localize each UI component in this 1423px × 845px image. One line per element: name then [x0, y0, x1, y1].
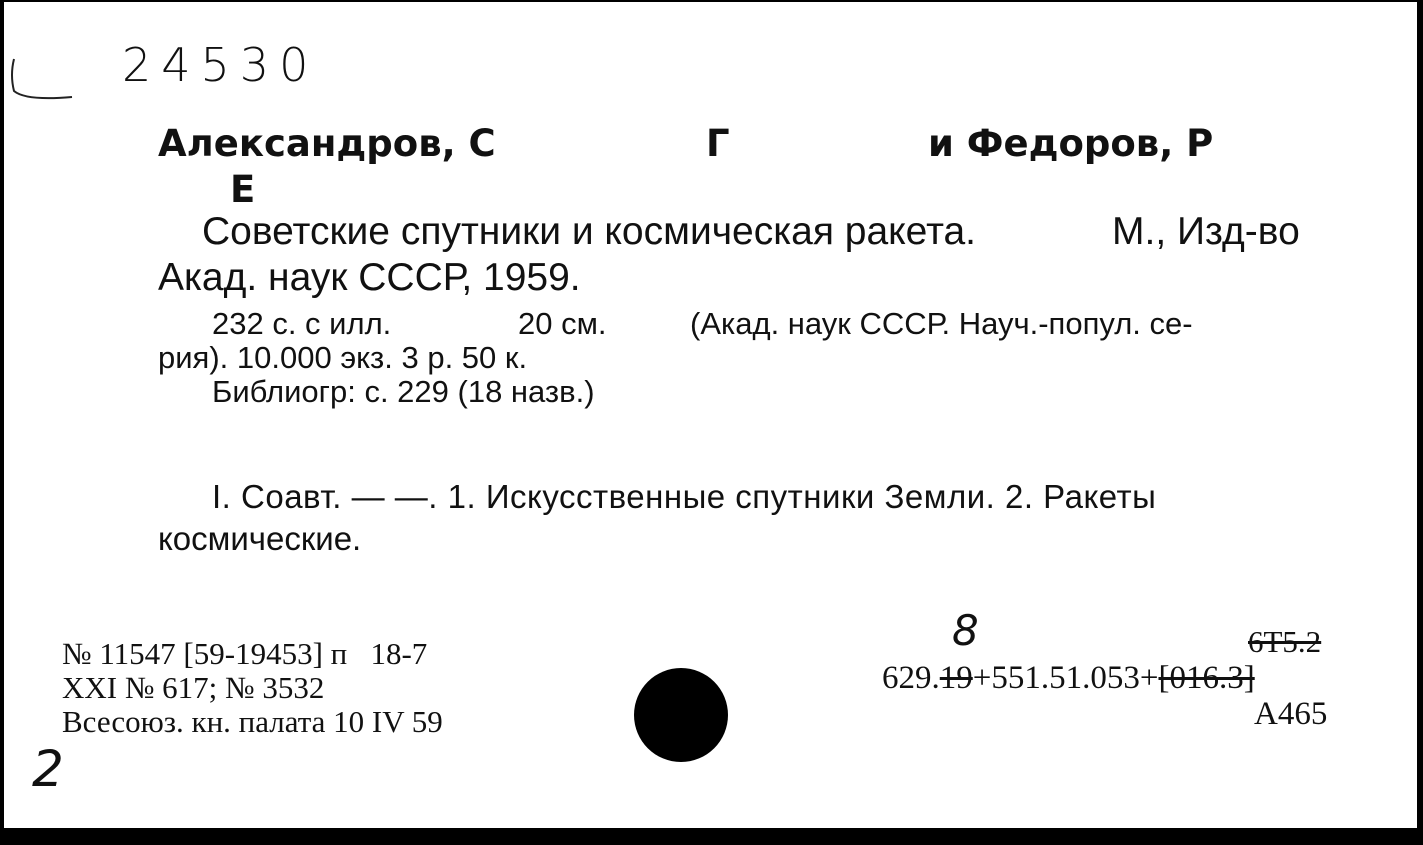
card-bottom-edge [0, 828, 1423, 845]
handwritten-accession-number: 24530 [122, 38, 319, 92]
title-line1: Советские спутники и космическая ракета. [202, 210, 977, 253]
footer-record-number: № 11547 [59-19453] п 18-7 [62, 636, 428, 671]
subject-headings-line2: космические. [158, 520, 362, 557]
handwritten-copy-count: 2 [32, 740, 64, 798]
udc-classification [882, 660, 1255, 697]
udc-part-a: 629. [882, 660, 940, 696]
crossed-class-code: 6Т5.2 [1248, 624, 1322, 659]
desc-size: 20 см. [518, 306, 607, 341]
desc-pages: 232 с. с илл. [212, 306, 392, 341]
footer-series-number: XXI № 617; № 3532 [62, 670, 325, 705]
publisher-line1: М., Изд-во [1112, 210, 1300, 253]
punch-hole [634, 668, 728, 762]
udc-crossed-part2: [016.3] [1158, 660, 1255, 696]
title-line2: Акад. наук СССР, 1959. [158, 256, 581, 299]
desc-bibliography: Библиогр: с. 229 (18 назв.) [212, 374, 595, 409]
subject-headings-line1: I. Соавт. — —. 1. Искусственные спутники Земли. 2. Ракеты [212, 478, 1157, 515]
desc-series: (Акад. наук СССР. Науч.-попул. се- [690, 306, 1193, 341]
handwritten-class-mark: 8 [952, 606, 979, 655]
footer-chamber: Всесоюз. кн. палата 10 IV 59 [62, 704, 443, 739]
desc-line2: рия). 10.000 экз. 3 р. 50 к. [158, 340, 528, 375]
heading-author1: Александров, С [158, 122, 496, 165]
heading-initial-second-line: Е [230, 168, 256, 211]
udc-crossed-part: 19 [939, 660, 973, 696]
corner-pencil-mark [6, 55, 76, 105]
author-cutter-code: А465 [1254, 696, 1328, 732]
heading-initial-mid: Г [706, 122, 730, 165]
udc-part-b: +551.51.053+ [972, 660, 1159, 696]
heading-author2: и Федоров, Р [928, 122, 1214, 165]
